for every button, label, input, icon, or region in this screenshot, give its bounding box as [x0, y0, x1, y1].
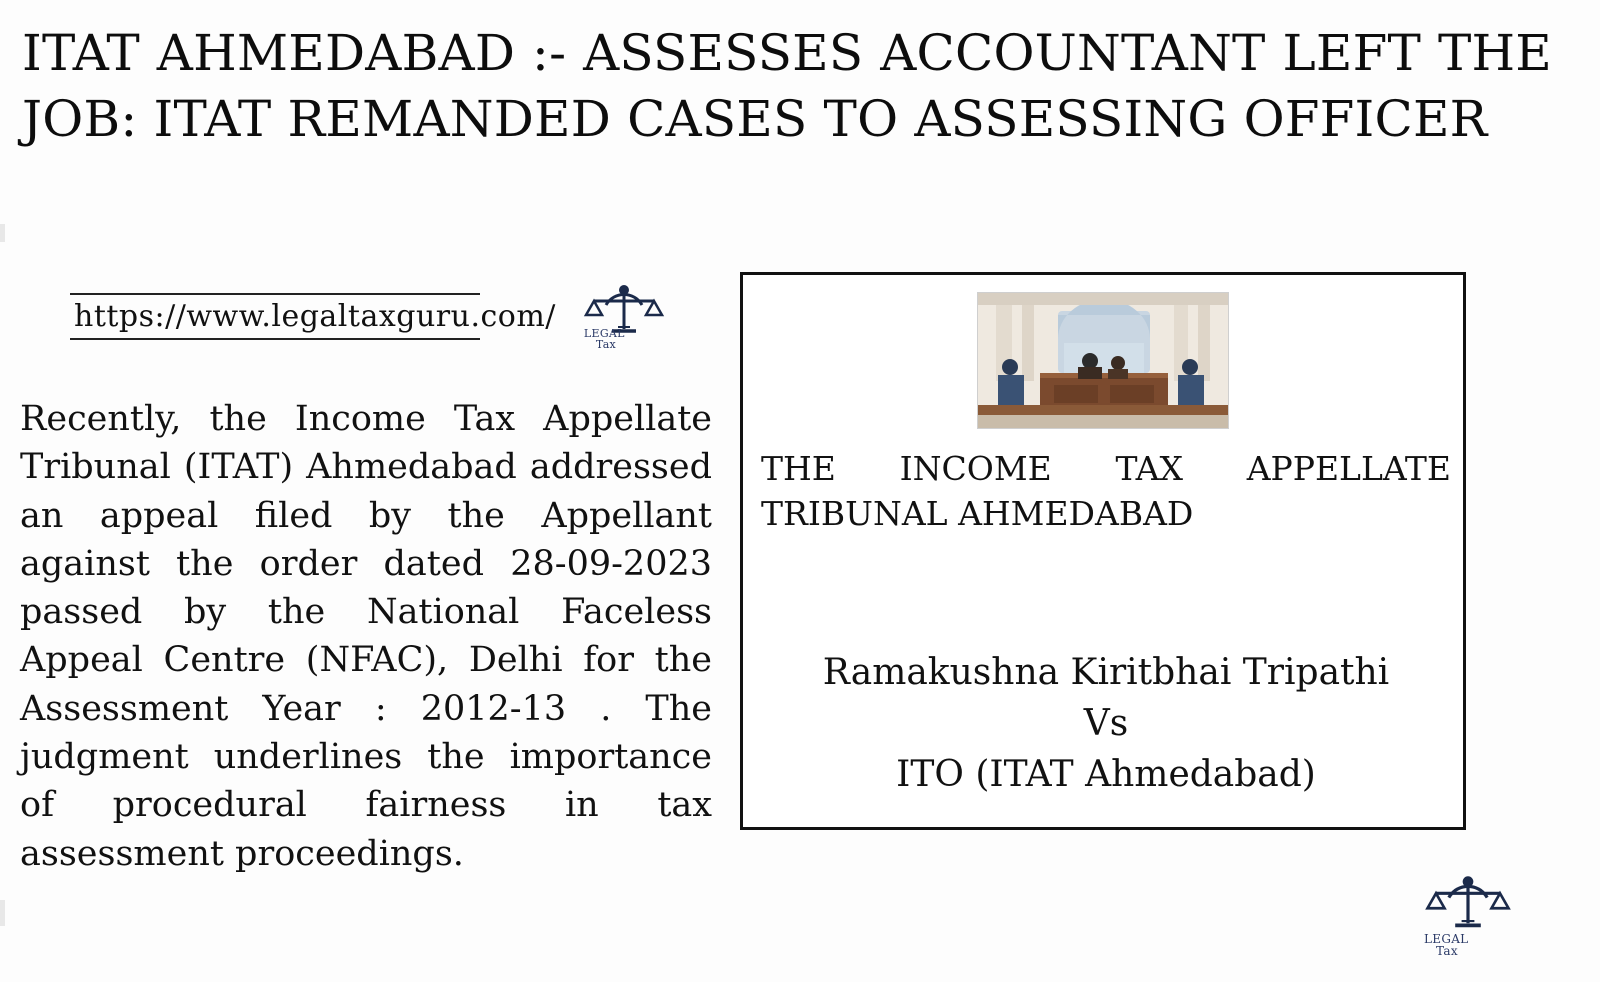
brand-logo-caption — [584, 328, 625, 351]
source-url-wrap — [70, 293, 564, 340]
case-vs: Vs — [1083, 703, 1129, 745]
courtroom-illustration — [977, 292, 1229, 429]
url-rule-bottom — [70, 338, 480, 340]
card-heading: THE INCOME TAX APPELLATE TRIBUNAL AHMEDABAD — [761, 449, 1451, 533]
brand-logo-corner-line1: LEGAL — [1424, 931, 1469, 946]
brand-logo-corner — [1418, 872, 1518, 958]
scales-of-justice-icon — [1418, 872, 1518, 936]
scan-artifact-bottom — [0, 900, 5, 926]
case-respondent: ITO (ITAT Ahmedabad) — [896, 754, 1316, 796]
body-paragraph: Recently, the Income Tax Appellate Tribunal (ITAT) Ahmedabad addressed an appeal filed by the Appellant against the order dated 28-09-2023 passed by the National Faceless Appeal Centre (NFAC), Delhi for the Assessment Year : 2012-13 . The judgment underlines the importance of procedural fairness in tax assessment proceedings. — [20, 399, 712, 874]
case-title — [757, 647, 1455, 800]
brand-logo-line1: LEGAL — [583, 326, 625, 340]
brand-logo — [578, 281, 670, 351]
source-url-bar — [70, 280, 670, 352]
courtroom-illustration-svg — [978, 293, 1228, 428]
case-appellant: Ramakushna Kiritbhai Tripathi — [822, 652, 1390, 693]
scan-artifact-top — [0, 224, 5, 242]
brand-logo-corner-line2: Tax — [1436, 944, 1458, 959]
brand-logo-line2: Tax — [595, 338, 617, 352]
page-title: ITAT AHMEDABAD :- ASSESSES ACCOUNTANT LEFT THE JOB: ITAT REMANDED CASES TO ASSESSING OFFICER — [22, 24, 1552, 148]
source-url-text[interactable]: https://www.legaltaxguru.com/ — [74, 298, 556, 334]
case-card — [740, 272, 1466, 830]
brand-logo-corner-caption — [1424, 933, 1468, 958]
